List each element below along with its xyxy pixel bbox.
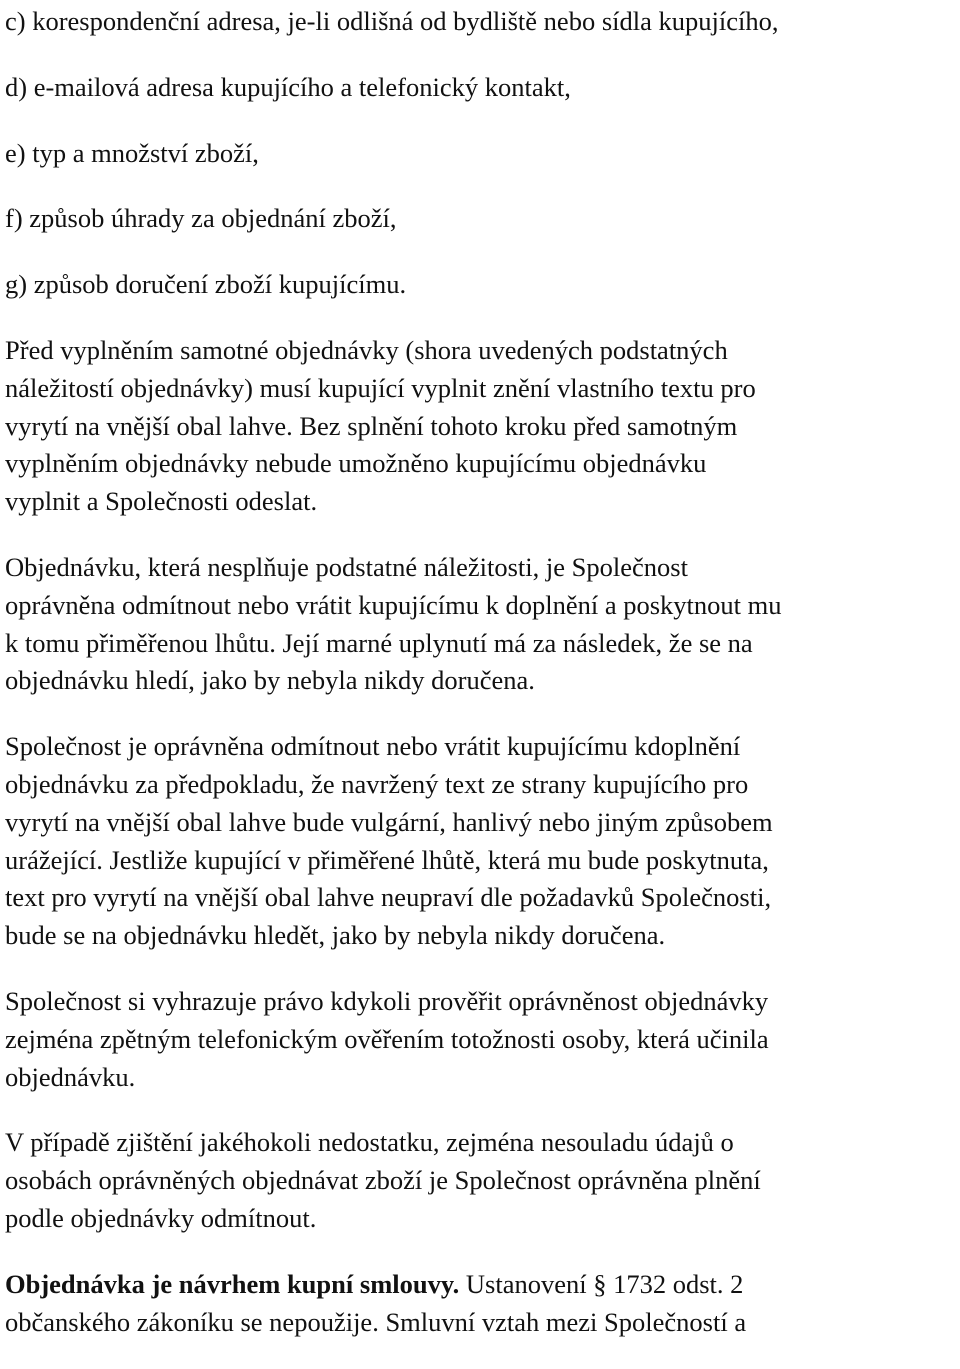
- text-line: Před vyplněním samotné objednávky (shora uvedených podstatných: [5, 334, 728, 365]
- list-item-f: f) způsob úhrady za objednání zboží,: [5, 203, 397, 234]
- paragraph-engraving-text: [5, 332, 957, 521]
- text-line: občanského zákoníku se nepoužije. Smluvní vztah mezi Společností a: [5, 1306, 747, 1337]
- list-item-e: e) typ a množství zboží,: [5, 137, 259, 168]
- text-line: [5, 1266, 957, 1304]
- paragraph-vulgar-text: [5, 728, 957, 955]
- list-item-d: d) e-mailová adresa kupujícího a telefonický kontakt,: [5, 71, 571, 102]
- list-item-c: c) korespondenční adresa, je-li odlišná od bydliště nebo sídla kupujícího,: [5, 6, 779, 36]
- text-line: vyplněním objednávky nebude umožněno kupujícímu objednávku: [5, 448, 707, 479]
- statute-reference: Ustanovení § 1732 odst. 2: [459, 1268, 744, 1299]
- list-section: [5, 3, 957, 304]
- text-line: objednávku za předpokladu, že navržený text ze strany kupujícího pro: [5, 768, 749, 799]
- list-item-g: g) způsob doručení zboží kupujícímu.: [5, 269, 407, 300]
- text-line: objednávku hledí, jako by nebyla nikdy doručena.: [5, 665, 535, 696]
- bold-statement: Objednávka je návrhem kupní smlouvy.: [5, 1268, 460, 1299]
- paragraph-deficiency: [5, 1124, 957, 1237]
- paragraph-verification: [5, 983, 957, 1096]
- text-line: oprávněna odmítnout nebo vrátit kupujícímu k doplnění a poskytnout mu: [5, 589, 782, 620]
- text-line: text pro vyrytí na vnější obal lahve neupraví dle požadavků Společnosti,: [5, 882, 772, 913]
- text-line: osobách oprávněných objednávat zboží je Společnost oprávněna plnění: [5, 1165, 761, 1196]
- text-line: Společnost si vyhrazuje právo kdykoli prověřit oprávněnost objednávky: [5, 985, 769, 1016]
- text-line: objednávku.: [5, 1061, 136, 1092]
- text-line: vyrytí na vnější obal lahve. Bez splnění tohoto kroku před samotným: [5, 410, 738, 441]
- text-line: podle objednávky odmítnout.: [5, 1202, 317, 1233]
- text-line: zejména zpětným telefonickým ověřením totožnosti osoby, která učinila: [5, 1023, 769, 1054]
- text-line: urážející. Jestliže kupující v přiměřené lhůtě, která mu bude poskytnuta,: [5, 844, 769, 875]
- paragraph-contract-proposal: [5, 1266, 957, 1342]
- document-page: [5, 0, 957, 1369]
- text-line: V případě zjištění jakéhokoli nedostatku, zejména nesouladu údajů o: [5, 1127, 734, 1158]
- text-line: vyplnit a Společnosti odeslat.: [5, 486, 318, 517]
- text-line: Objednávku, která nesplňuje podstatné náležitosti, je Společnost: [5, 551, 688, 582]
- text-line: náležitostí objednávky) musí kupující vyplnit znění vlastního textu pro: [5, 372, 756, 403]
- text-line: bude se na objednávku hledět, jako by nebyla nikdy doručena.: [5, 920, 666, 951]
- text-line: k tomu přiměřenou lhůtu. Její marné uplynutí má za následek, že se na: [5, 627, 753, 658]
- text-line: Společnost je oprávněna odmítnout nebo vrátit kupujícímu kdoplnění: [5, 731, 741, 762]
- paragraph-incomplete-order: [5, 549, 957, 700]
- text-line: vyrytí na vnější obal lahve bude vulgární, hanlivý nebo jiným způsobem: [5, 806, 773, 837]
